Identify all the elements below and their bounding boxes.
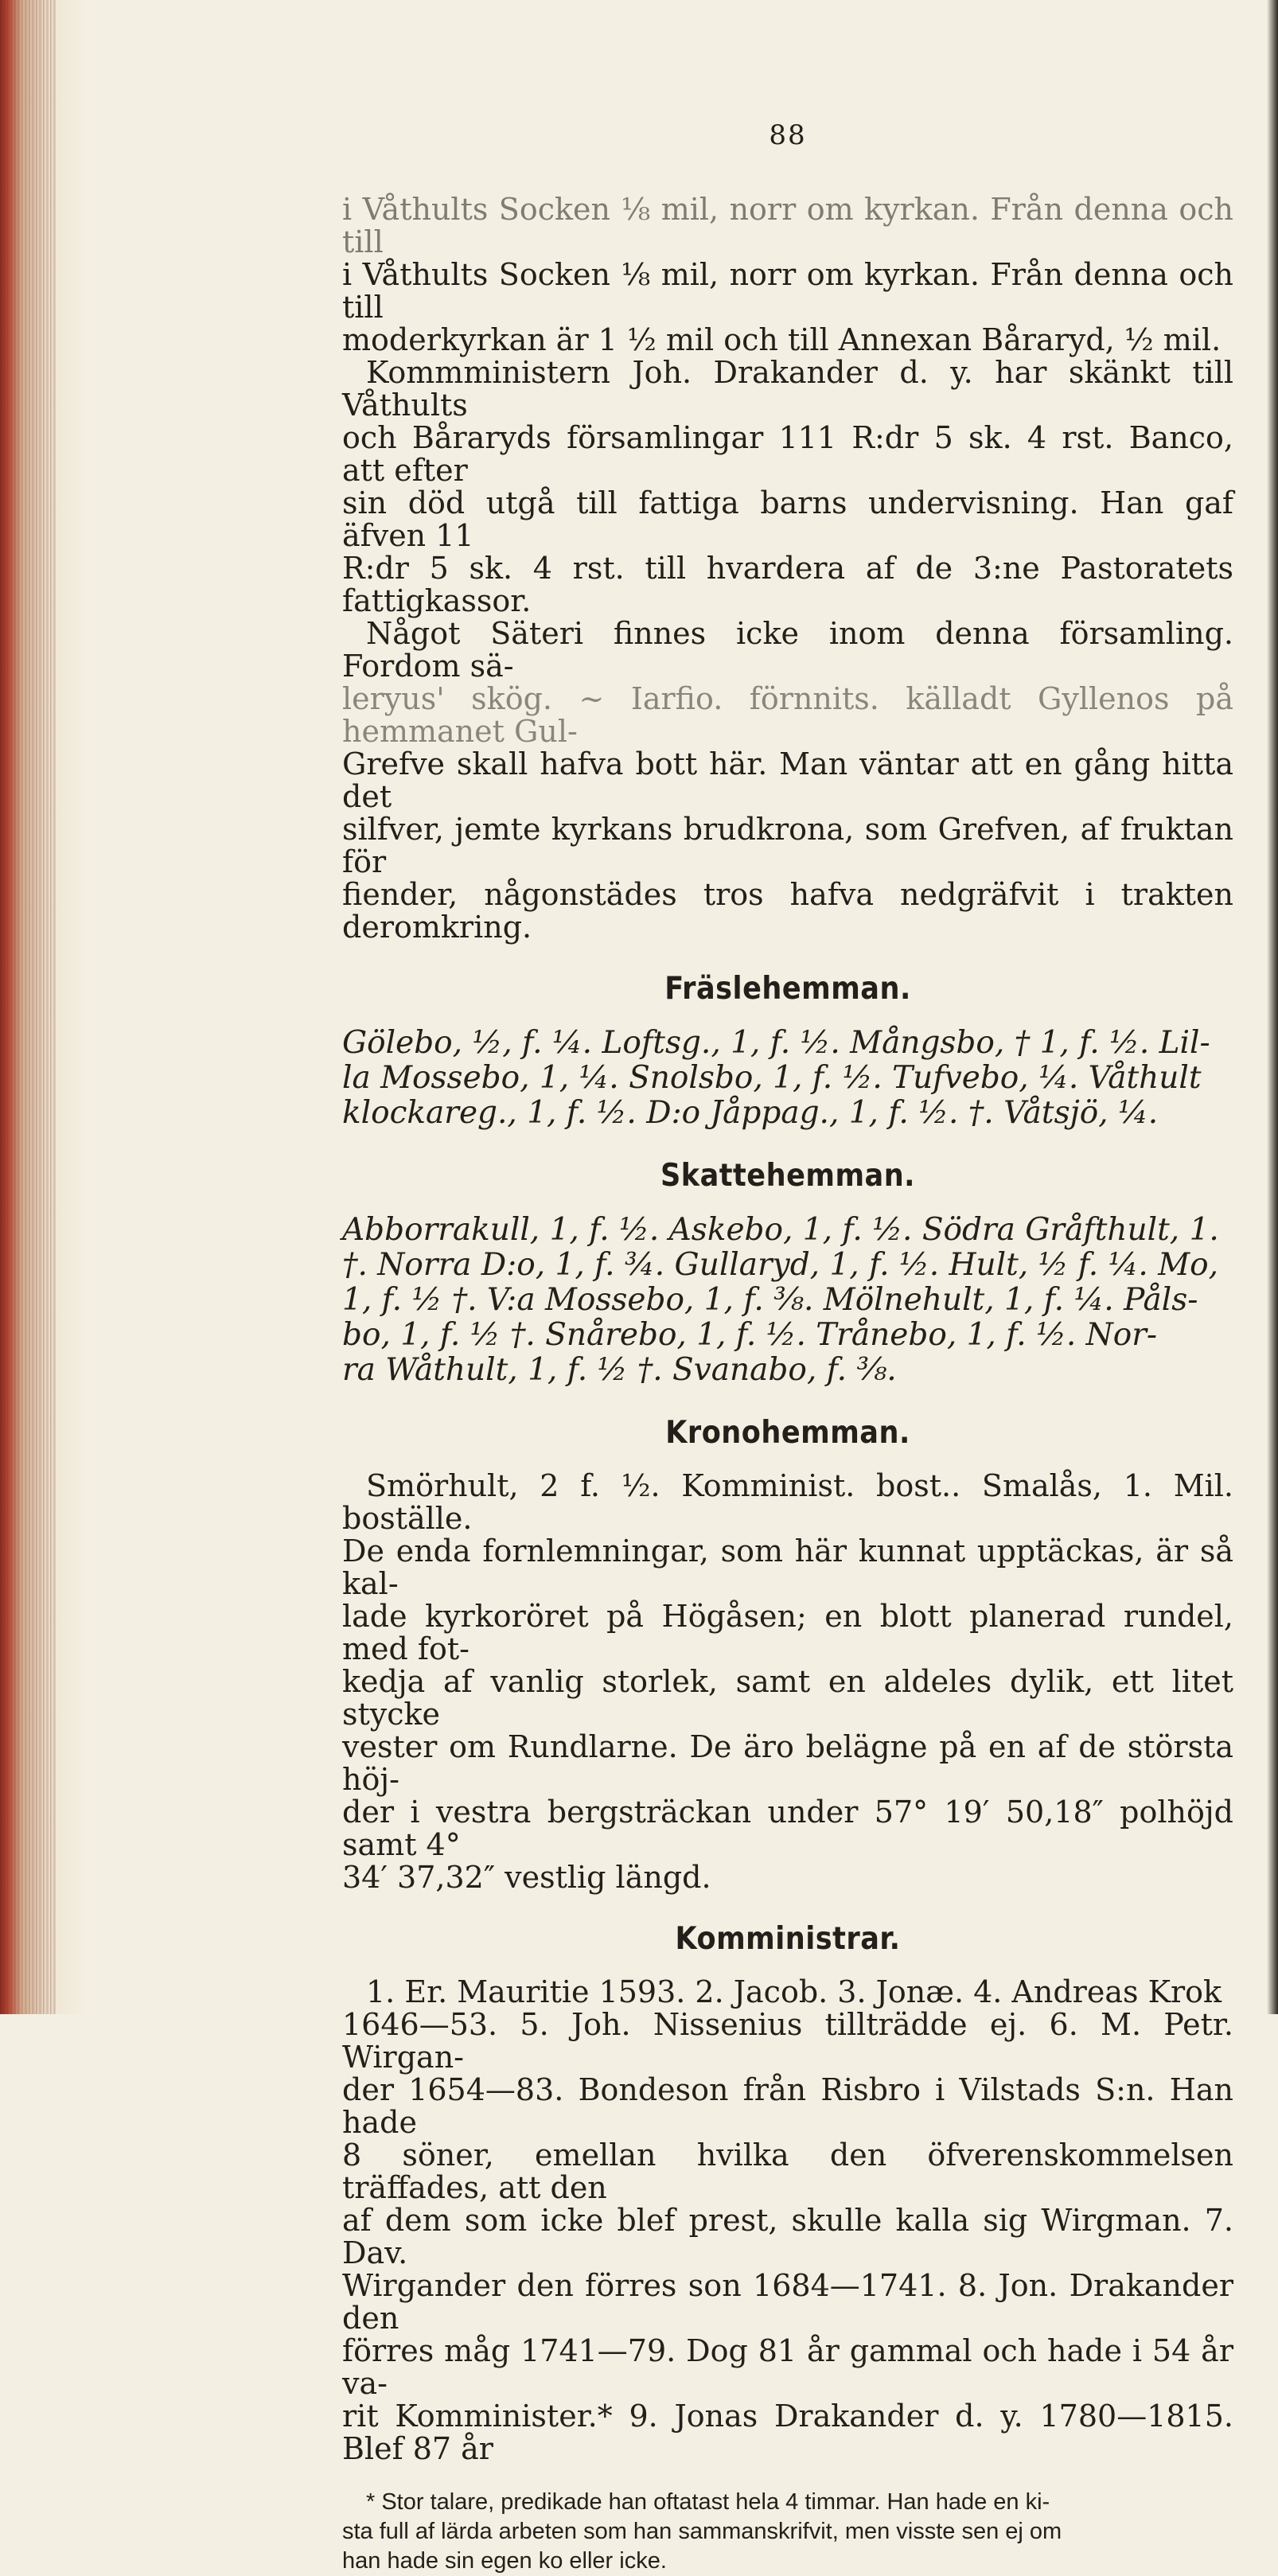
page-number: 88 xyxy=(769,119,807,151)
text-line: förres måg 1741—79. Dog 81 år gammal och hade i 54 år va- xyxy=(342,2333,1233,2401)
text-line: silfver, jemte kyrkans brudkrona, som Grefven, af fruktan för xyxy=(342,812,1233,879)
text-line: †. Norra D:o, 1, f. ¾. Gullaryd, 1, f. ½. Hult, ½ f. ¼. Mo, xyxy=(342,1247,1219,1283)
text-line: 8 söner, emellan hvilka den öfverenskommelsen träffades, att den xyxy=(342,2138,1233,2205)
text-line: och Båraryds församlingar 111 R:dr 5 sk. 4 rst. Banco, att efter xyxy=(342,420,1233,488)
text-line: De enda fornlemningar, som här kunnat upptäckas, är så kal- xyxy=(342,1534,1233,1601)
book-spine-edge xyxy=(0,0,95,2014)
text-line: fiender, någonstädes tros hafva nedgräfvit i trakten deromkring. xyxy=(342,877,1233,945)
kronohemman-paragraph xyxy=(342,1470,1233,1894)
text-line: R:dr 5 sk. 4 rst. till hvardera af de 3:ne Pastoratets fattigkassor. xyxy=(342,551,1233,618)
text-line: sin död utgå till fattiga barns undervisning. Han gaf äfven 11 xyxy=(342,485,1233,553)
skattehemman-list xyxy=(342,1213,1233,1388)
ghost-line: i Våthults Socken ⅛ mil, norr om kyrkan. Från denna och till xyxy=(342,192,1233,259)
text-line: lade kyrkoröret på Högåsen; en blott planerad rundel, med fot- xyxy=(342,1599,1233,1666)
text-line: Kommministern Joh. Drakander d. y. har skänkt till Våthults xyxy=(342,355,1233,423)
text-line: ra Wåthult, 1, f. ½ †. Svanabo, f. ⅜. xyxy=(342,1352,897,1388)
text-line: bo, 1, f. ½ †. Snårebo, 1, f. ½. Trånebo, 1, f. ½. Nor- xyxy=(342,1317,1158,1353)
footnote-line: sta full af lärda arbeten som han sammanskrifvit, men visste sen ej om xyxy=(342,2519,1062,2544)
text-line: Wirgander den förres son 1684—1741. 8. Jon. Drakander den xyxy=(342,2268,1233,2336)
text-line: i Våthults Socken ⅛ mil, norr om kyrkan. Från denna och till xyxy=(342,257,1233,325)
footnote xyxy=(342,2488,1233,2576)
heading-kronohemman: Kronohemman. xyxy=(665,1415,910,1451)
text-line: vester om Rundlarne. De äro belägne på en af de största höj- xyxy=(342,1729,1233,1797)
komministrar-paragraph xyxy=(342,1976,1233,2465)
footnote-line: han hade sin egen ko eller icke. xyxy=(342,2548,667,2574)
saeteri-paragraph xyxy=(342,618,1233,944)
footnote-line: * Stor talare, predikade han oftatast hela 4 timmar. Han hade en ki- xyxy=(366,2489,1050,2515)
text-line: 34′ 37,32″ vestlig längd. xyxy=(342,1860,711,1895)
heading-komministrar: Komministrar. xyxy=(675,1921,901,1957)
heading-skattehemman: Skattehemman. xyxy=(660,1158,916,1194)
text-line: der 1654—83. Bondeson från Risbro i Vilstads S:n. Han hade xyxy=(342,2072,1233,2140)
text-line: la Mossebo, 1, ¼. Snolsbo, 1, f. ½. Tufvebo, ¼. Våthult xyxy=(342,1060,1202,1096)
heading-fraslehemman: Fräslehemman. xyxy=(664,971,911,1007)
text-line: Något Säteri finnes icke inom denna församling. Fordom sä- xyxy=(342,616,1233,684)
text-line: 1. Er. Mauritie 1593. 2. Jacob. 3. Jonæ. 4. Andreas Krok xyxy=(366,1974,1222,2009)
text-line: moderkyrkan är 1 ½ mil och till Annexan Båraryd, ½ mil. xyxy=(342,322,1222,357)
text-line: af dem som icke blef prest, skulle kalla sig Wirgman. 7. Dav. xyxy=(342,2203,1233,2270)
text-line: Smörhult, 2 f. ½. Komminist. bost.. Smalås, 1. Mil. boställe. xyxy=(342,1468,1233,1536)
text-line: rit Komminister.* 9. Jonas Drakander d. y. 1780—1815. Blef 87 år xyxy=(342,2399,1233,2466)
text-line: Grefve skall hafva bott här. Man väntar att en gång hitta det xyxy=(342,746,1233,814)
text-line: 1, f. ½ †. V:a Mossebo, 1, f. ⅜. Mölnehult, 1, f. ¼. Påls- xyxy=(342,1282,1198,1318)
fraslehemman-list xyxy=(342,1026,1233,1131)
intro-paragraph xyxy=(342,193,1233,618)
text-line: kedja af vanlig storlek, samt en aldeles dylik, ett litet stycke xyxy=(342,1664,1233,1732)
text-line: der i vestra bergsträckan under 57° 19′ 50,18″ polhöjd samt 4° xyxy=(342,1795,1233,1862)
text-line: 1646—53. 5. Joh. Nissenius tillträdde ej. 6. M. Petr. Wirgan- xyxy=(342,2007,1233,2075)
page-content xyxy=(342,119,1233,2576)
text-line: Gölebo, ½, f. ¼. Loftsg., 1, f. ½. Mångsbo, † 1, f. ½. Lil- xyxy=(342,1025,1210,1061)
text-line: leryus' skög. ~ Iarfio. förnnits. källadt Gyllenos på hemmanet Gul- xyxy=(342,681,1233,749)
text-line: klockareg., 1, f. ½. D:o Jåppag., 1, f. ½. †. Våtsjö, ¼. xyxy=(342,1095,1159,1131)
page-right-edge xyxy=(1267,0,1278,2014)
text-line: Abborrakull, 1, f. ½. Askebo, 1, f. ½. Södra Gråfthult, 1. xyxy=(342,1212,1219,1248)
